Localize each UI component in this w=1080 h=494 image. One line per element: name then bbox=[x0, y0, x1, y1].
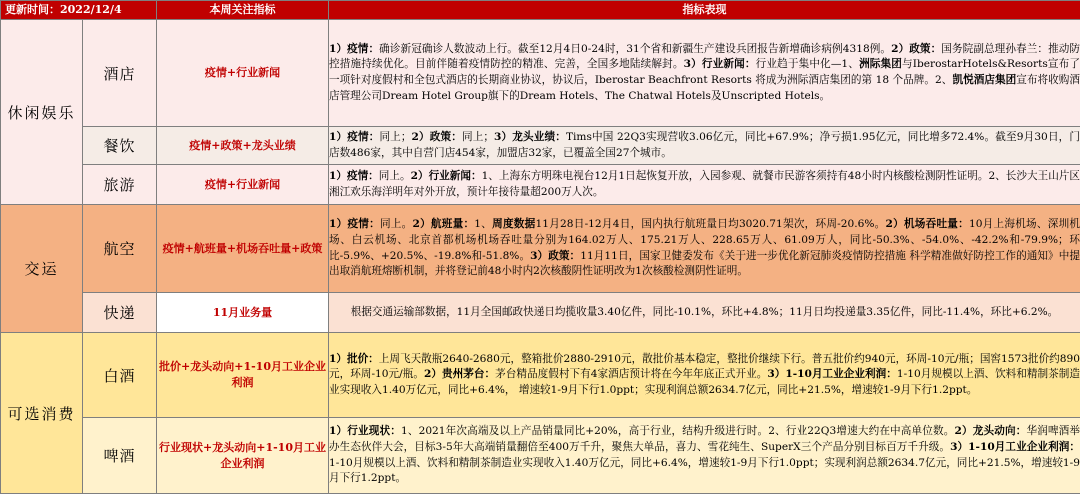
sector-optional: 可选消费 bbox=[1, 333, 83, 494]
table-row bbox=[1, 333, 1080, 418]
update-date: 更新时间：2022/12/4 bbox=[1, 1, 157, 20]
subsector-aviation: 航空 bbox=[83, 205, 157, 293]
subsector-catering: 餐饮 bbox=[83, 127, 157, 165]
performance-beer: 1）行业现状：1、2021年次高端及以上产品销量同比+20%，高于行业，结构升级进行时。2、行业22Q3增速大约在中高单位数。2）龙头动向：华润啤酒举办生态伙伴大会，目标3-5年大高端销量翻倍至400万千升，聚焦大单品，喜力、雪花纯生、SuperX三个产品分别目标百万千升级。3）1-10月工业企业利润：1-10月规模以上酒、饮料和精制茶制造业实现收入1.40万亿元，同比+6.4%，增速较1-9月下行1.0ppt；实现利润总额2634.7亿元，同比+21.5%，增速较1-9月下行1.2ppt。 bbox=[329, 418, 1080, 494]
performance-header: 指标表现 bbox=[329, 1, 1080, 20]
performance-aviation: 1）疫情：同上。2）航班量：1、周度数据11月28日-12月4日，国内执行航班量日均3020.71架次，环周-20.6%。2）机场吞吐量：10月上海机场、深圳机场、白云机场、北京首都机场机场吞吐量分别为164.02万人、175.21万人、228.65万人、61.09万人，同比-50.3%、-54.0%、-42.2%和-79.9%；环比-5.9%、+20.5%、-19.8%和-51.8%。3）政策：11月11日，国家卫健委发布《关于进一步优化新冠肺炎疫情防控措施 科学精准做好防控工作的通知》中提出取消航班熔断机制，并将登记前48小时内2次核酸阴性证明改为1次核酸检测阴性证明。 bbox=[329, 205, 1080, 293]
table-row bbox=[1, 418, 1080, 494]
header-row bbox=[1, 1, 1080, 20]
subsector-hotel: 酒店 bbox=[83, 20, 157, 127]
subsector-baijiu: 白酒 bbox=[83, 333, 157, 418]
sector-traffic: 交运 bbox=[1, 205, 83, 333]
focus-baijiu: 批价+龙头动向+1-10月工业企业利润 bbox=[157, 333, 329, 418]
table-row bbox=[1, 165, 1080, 205]
table-row bbox=[1, 293, 1080, 333]
focus-express: 11月业务量 bbox=[157, 293, 329, 333]
performance-express: 根据交通运输部数据，11月全国邮政快递日均揽收量3.40亿件，同比-10.1%，环比+4.8%；11月日均投递量3.35亿件，同比-11.4%，环比+6.2%。 bbox=[329, 293, 1080, 333]
subsector-travel: 旅游 bbox=[83, 165, 157, 205]
sector-leisure: 休闲娱乐 bbox=[1, 20, 83, 205]
performance-catering: 1）疫情：同上；2）政策：同上；3）龙头业绩：Tims中国 22Q3实现营收3.06亿元，同比+67.9%；净亏损1.95亿元，同比增多72.4%。截至9月30日，门店数486家，其中自营门店454家，加盟店32家，已覆盖全国27个城市。 bbox=[329, 127, 1080, 165]
table-row bbox=[1, 127, 1080, 165]
focus-header: 本周关注指标 bbox=[157, 1, 329, 20]
subsector-express: 快递 bbox=[83, 293, 157, 333]
subsector-beer: 啤酒 bbox=[83, 418, 157, 494]
focus-hotel: 疫情+行业新闻 bbox=[157, 20, 329, 127]
focus-travel: 疫情+行业新闻 bbox=[157, 165, 329, 205]
performance-travel: 1）疫情：同上。2）行业新闻：1、上海东方明珠电视台12月1日起恢复开放，入园参观、就餐市民游客须持有48小时内核酸检测阴性证明。2、长沙大王山片区湘江欢乐海洋明年对外开放，预计年接待量超200万人次。 bbox=[329, 165, 1080, 205]
table-row bbox=[1, 205, 1080, 293]
performance-baijiu: 1）批价：上周飞天散瓶2640-2680元，整箱批价2880-2910元，散批价基本稳定，整批价继续下行。普五批价约940元，环周-10元/瓶；国窖1573批价约890元，环周-10元/瓶。2）贵州茅台：茅台精品度假村下有4家酒店预计将在今年年底正式开业。3）1-10月工业企业利润：1-10月规模以上酒、饮料和精制茶制造业实现收入1.40万亿元，同比+6.4%， 增速较1-9月下行1.0ppt；实现利润总额2634.7亿元，同比+21.5%，增速较1-9月下行1.2ppt。 bbox=[329, 333, 1080, 418]
focus-catering: 疫情+政策+龙头业绩 bbox=[157, 127, 329, 165]
focus-beer: 行业现状+龙头动向+1-10月工业企业利润 bbox=[157, 418, 329, 494]
performance-hotel: 1）疫情：确诊新冠确诊人数波动上行。截至12月4日0-24时，31个省和新疆生产建设兵团报告新增确诊病例4318例。2）政策：国务院副总理孙春兰：推动防控措施持续优化。目前伴随着疫情防控的精准、完善，全国多地陆续解封。3）行业新闻：行业趋于集中化—1、洲际集团与IberostarHotels&Resorts宣布了一项针对度假村和全包式酒店的长期商业协议，协议后，Iberostar Beachfront Resorts 将成为洲际酒店集团的第 18 个品牌。2、凯悦酒店集团宣布将收购酒店管理公司Dream Hotel Group旗下的Dream Hotels、The Chatwal Hotels及Unscripted Hotels。 bbox=[329, 20, 1080, 127]
focus-aviation: 疫情+航班量+机场吞吐量+政策 bbox=[157, 205, 329, 293]
table-row bbox=[1, 20, 1080, 127]
